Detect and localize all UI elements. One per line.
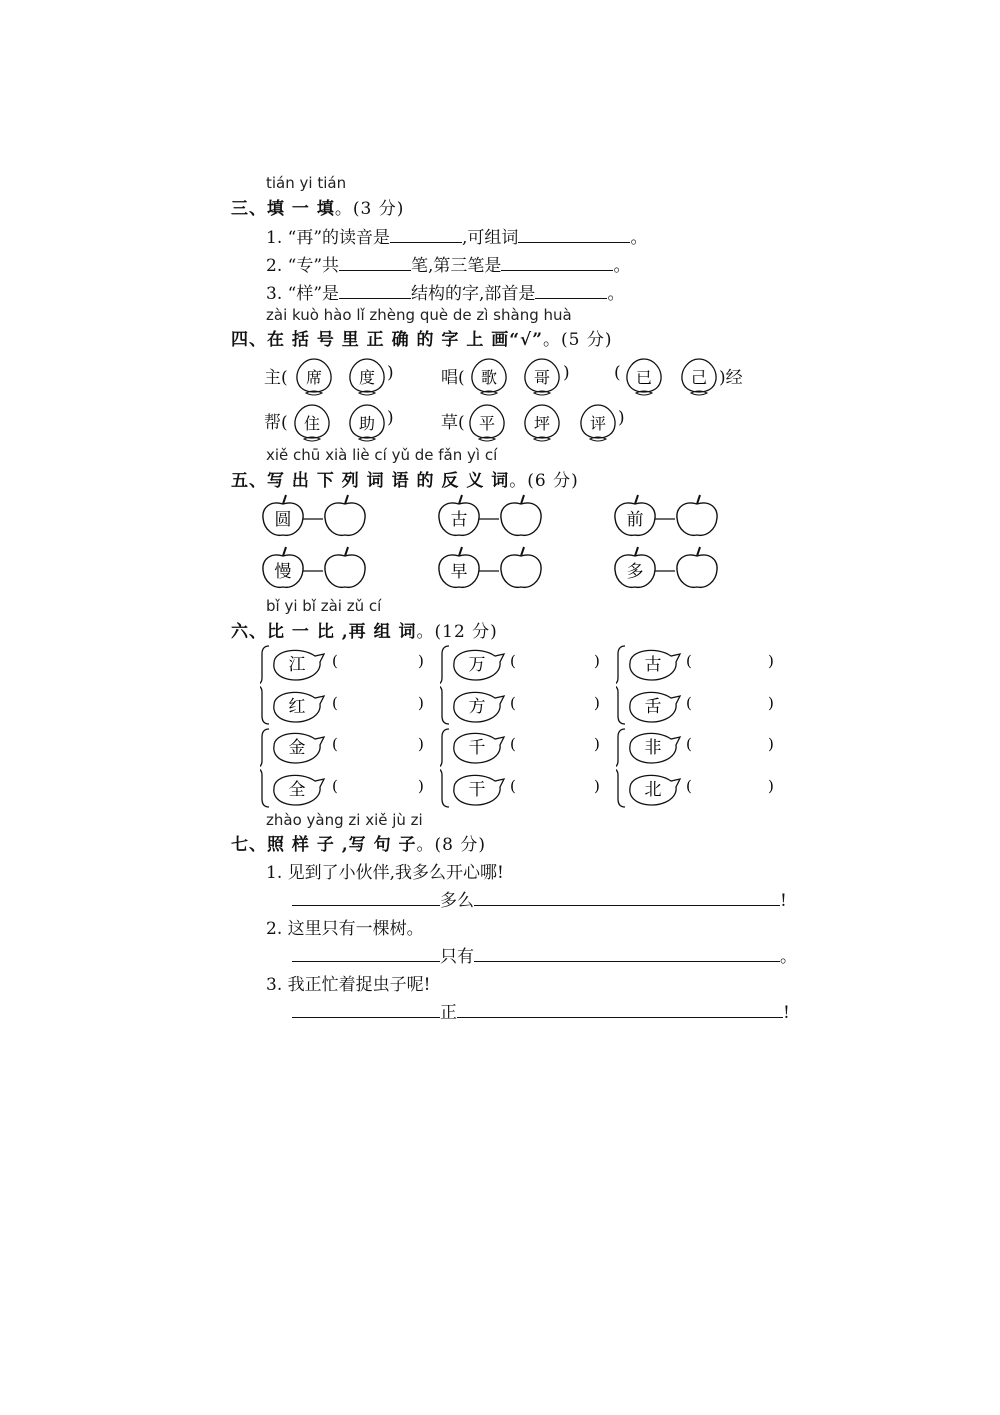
section6-number: 六、: [231, 622, 267, 642]
answer-blank[interactable]: [390, 228, 462, 243]
section7-item-2: [266, 914, 424, 939]
answer-apple[interactable]: [501, 503, 541, 535]
choice-char: 席: [305, 368, 323, 387]
answer-blank[interactable]: [474, 891, 780, 906]
section3-heading: [231, 194, 404, 219]
close-paren: ): [594, 652, 600, 670]
choice-char: 住: [303, 414, 321, 433]
section7-heading: [231, 830, 486, 855]
section4-score: 。(5 分): [543, 330, 613, 350]
word-prefix: (: [614, 363, 621, 383]
section6-pinyin: bǐ yi bǐ zài zǔ cí: [266, 597, 382, 615]
answer-apple[interactable]: [325, 555, 365, 587]
open-paren: (: [686, 694, 692, 712]
compare-char: 千: [468, 738, 486, 758]
item-text: 。: [607, 284, 625, 304]
word-prefix: 主(: [264, 368, 288, 388]
close-paren: ): [768, 694, 774, 712]
apple-word: 前: [626, 510, 644, 530]
open-paren: (: [686, 777, 692, 795]
answer-end: !: [780, 891, 787, 911]
answer-blank[interactable]: [535, 284, 607, 299]
section7-number: 七、: [231, 835, 267, 855]
answer-blank[interactable]: [292, 891, 440, 906]
compare-pair: [616, 725, 791, 811]
answer-blank[interactable]: [518, 228, 630, 243]
item-number: 3.: [266, 284, 283, 304]
choice-char: 歌: [480, 368, 498, 387]
open-paren: (: [332, 652, 338, 670]
open-paren: (: [332, 694, 338, 712]
answer-apple[interactable]: [677, 503, 717, 535]
apple-pair: [436, 544, 548, 592]
item-text: 。: [613, 256, 631, 276]
open-paren: (: [332, 777, 338, 795]
item-text: 笔,第三笔是: [411, 256, 502, 276]
answer-apple[interactable]: [325, 503, 365, 535]
choice-char: 己: [690, 368, 708, 387]
word-suffix: ): [387, 363, 394, 383]
compare-char: 万: [468, 655, 486, 675]
choice-char: 度: [358, 368, 376, 387]
close-paren: ): [594, 735, 600, 753]
open-paren: (: [686, 652, 692, 670]
close-paren: ): [418, 694, 424, 712]
word-suffix: )经: [719, 368, 743, 388]
compare-char: 方: [468, 697, 486, 717]
close-paren: ): [594, 694, 600, 712]
answer-blank[interactable]: [501, 256, 613, 271]
section7-answer-2: [292, 942, 797, 967]
compare-char: 舌: [644, 697, 662, 717]
peach-choice[interactable]: [467, 401, 507, 443]
section5-heading: [231, 466, 579, 491]
close-paren: ): [768, 777, 774, 795]
section3-pinyin: tián yi tián: [266, 174, 347, 192]
peach-choice[interactable]: [469, 355, 509, 397]
open-paren: (: [510, 735, 516, 753]
answer-end: 。: [780, 947, 797, 967]
item-text: “专”共: [287, 256, 340, 276]
peach-choice[interactable]: [292, 401, 332, 443]
apple-pair: [612, 492, 724, 540]
apple-word: 慢: [274, 562, 292, 582]
close-paren: ): [768, 652, 774, 670]
section3-item-3: [266, 279, 624, 304]
answer-blank[interactable]: [474, 947, 780, 962]
close-paren: ): [418, 652, 424, 670]
open-paren: (: [510, 777, 516, 795]
compare-char: 金: [288, 738, 306, 758]
answer-blank[interactable]: [339, 284, 411, 299]
section5-number: 五、: [231, 471, 267, 491]
close-paren: ): [594, 777, 600, 795]
apple-word: 圆: [274, 510, 292, 530]
choice-char: 评: [589, 414, 607, 433]
compare-char: 古: [644, 655, 662, 675]
choice-char: 坪: [533, 414, 551, 433]
open-paren: (: [332, 735, 338, 753]
section7-item-3: [266, 970, 430, 995]
section4-number: 四、: [231, 330, 267, 350]
item-number: 1.: [266, 863, 283, 883]
section4-pinyin: zài kuò hào lǐ zhèng què de zì shàng huà: [266, 306, 572, 324]
section7-item-1: [266, 858, 504, 883]
compare-char: 全: [288, 780, 306, 800]
compare-char: 江: [288, 655, 306, 675]
section7-title: 照 样 子 ,写 句 子: [267, 835, 417, 855]
open-paren: (: [510, 652, 516, 670]
section3-item-1: [266, 223, 647, 248]
item-text: 。: [630, 228, 648, 248]
section6-title: 比 一 比 ,再 组 词: [267, 622, 417, 642]
word-suffix: ): [387, 408, 394, 428]
answer-apple[interactable]: [677, 555, 717, 587]
peach-choice[interactable]: [522, 401, 562, 443]
section7-answer-1: [292, 886, 787, 911]
section4-title: 在 括 号 里 正 确 的 字 上 画“√”: [267, 330, 543, 350]
item-number: 3.: [266, 975, 283, 995]
close-paren: ): [768, 735, 774, 753]
compare-char: 非: [644, 738, 662, 758]
example-sentence: 见到了小伙伴,我多么开心哪!: [287, 863, 504, 883]
apple-pair: [260, 544, 372, 592]
section7-pinyin: zhào yàng zi xiě jù zi: [266, 811, 423, 829]
close-paren: ): [418, 735, 424, 753]
peach-choice[interactable]: [624, 355, 664, 397]
compare-char: 红: [288, 697, 306, 717]
item-text: “再”的读音是: [287, 228, 391, 248]
peach-choice[interactable]: [522, 355, 562, 397]
word-suffix: ): [563, 363, 570, 383]
word-prefix: 帮(: [264, 413, 288, 433]
open-paren: (: [686, 735, 692, 753]
word-prefix: 草(: [441, 413, 465, 433]
example-sentence: 我正忙着捉虫子呢!: [287, 975, 431, 995]
answer-end: !: [783, 1003, 790, 1023]
choice-char: 助: [358, 414, 376, 433]
word-prefix: 唱(: [441, 368, 465, 388]
peach-choice[interactable]: [679, 355, 719, 397]
peach-choice[interactable]: [347, 355, 387, 397]
answer-keyword: 正: [440, 1003, 457, 1023]
compare-pair: [440, 642, 615, 728]
apple-pair: [436, 492, 548, 540]
answer-blank[interactable]: [339, 256, 411, 271]
item-number: 1.: [266, 228, 283, 248]
compare-pair: [260, 642, 435, 728]
section6-heading: [231, 617, 498, 642]
word-suffix: ): [618, 408, 625, 428]
section3-item-2: [266, 251, 630, 276]
answer-blank[interactable]: [457, 1003, 783, 1018]
apple-pair: [612, 544, 724, 592]
compare-char: 北: [644, 780, 662, 800]
example-sentence: 这里只有一棵树。: [287, 919, 424, 939]
compare-char: 干: [468, 780, 486, 800]
section3-number: 三、: [231, 199, 267, 219]
answer-keyword: 多么: [440, 891, 474, 911]
compare-pair: [616, 642, 791, 728]
section5-pinyin: xiě chū xià liè cí yǔ de fǎn yì cí: [266, 446, 498, 464]
section5-title: 写 出 下 列 词 语 的 反 义 词: [267, 471, 510, 491]
section3-title: 填 一 填: [267, 199, 335, 219]
close-paren: ): [418, 777, 424, 795]
section5-score: 。(6 分): [509, 471, 579, 491]
choice-char: 平: [478, 414, 496, 433]
answer-apple[interactable]: [501, 555, 541, 587]
apple-word: 早: [450, 562, 468, 582]
choice-char: 已: [635, 368, 653, 387]
compare-pair: [260, 725, 435, 811]
item-text: “样”是: [287, 284, 340, 304]
peach-choice[interactable]: [347, 401, 387, 443]
section7-answer-3: [292, 998, 790, 1023]
apple-pair: [260, 492, 372, 540]
answer-blank[interactable]: [292, 947, 440, 962]
section3-score: 。(3 分): [334, 199, 405, 219]
apple-word: 古: [450, 510, 468, 530]
item-text: 结构的字,部首是: [411, 284, 536, 304]
peach-choice[interactable]: [578, 401, 618, 443]
item-number: 2.: [266, 919, 283, 939]
choice-char: 哥: [533, 368, 551, 387]
open-paren: (: [510, 694, 516, 712]
section4-heading: [231, 325, 612, 350]
compare-pair: [440, 725, 615, 811]
section7-score: 。(8 分): [416, 835, 486, 855]
section6-score: 。(12 分): [416, 622, 498, 642]
peach-choice[interactable]: [294, 355, 334, 397]
apple-word: 多: [626, 562, 644, 582]
answer-keyword: 只有: [440, 947, 474, 967]
item-text: ,可组词: [462, 228, 519, 248]
answer-blank[interactable]: [292, 1003, 440, 1018]
item-number: 2.: [266, 256, 283, 276]
